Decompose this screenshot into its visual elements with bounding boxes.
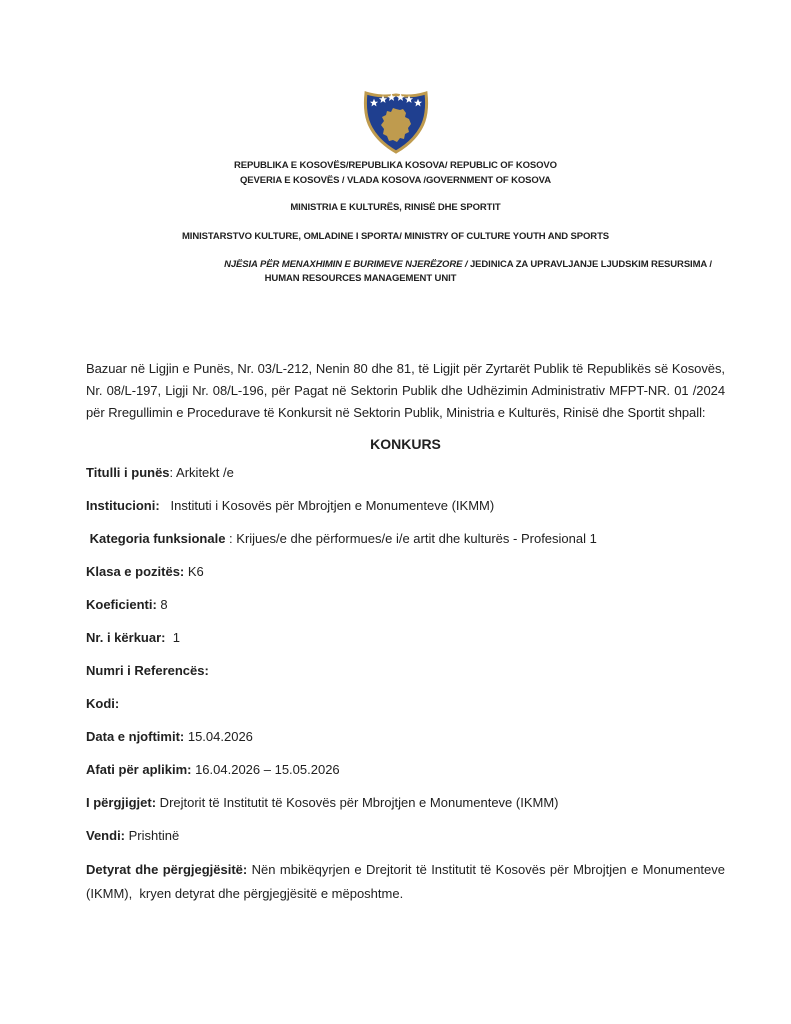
vacancy-fields — [86, 462, 725, 847]
field-functional-category: Kategoria funksionale : Krijues/e dhe përformues/e i/e artit dhe kulturës - Profesional 1 — [86, 531, 597, 546]
ministry-line-serbian-english: MINISTARSTVO KULTURE, OMLADINE I SPORTA/ MINISTRY OF CULTURE YOUTH AND SPORTS — [181, 231, 610, 242]
republic-line: REPUBLIKA E KOSOVËS/REPUBLIKA KOSOVA/ REPUBLIC OF KOSOVO — [234, 160, 557, 171]
document-title: KONKURS — [370, 436, 441, 452]
field-application-period: Afati për aplikim: 16.04.2026 – 15.05.2026 — [86, 762, 340, 777]
letterhead — [0, 0, 791, 286]
document-body — [0, 358, 791, 906]
duties-paragraph: Detyrat dhe përgjegjësitë: Nën mbikëqyrjen e Drejtorit të Institutit të Kosovës për Mbrojtjen e Monumenteve (IKMM), kryen detyrat dhe përgjegjësitë e mëposhtme. — [86, 862, 729, 901]
legal-basis-paragraph: Bazuar në Ligjin e Punës, Nr. 03/L-212, Nenin 80 dhe 81, të Ligjit për Zyrtarët Publik të Republikës së Kosovës, Nr. 08/L-197, Ligji Nr. 08/L-196, për Pagat në Sektorin Publik dhe Udhëzimin Administrativ MFPT-NR. 01 /2024 për Rregullimin e Procedurave të Konkursit në Sektorin Publik, Ministria e Kulturës, Rinisë dhe Sportit shpall: — [86, 361, 725, 420]
field-position-class: Klasa e pozitës: K6 — [86, 564, 204, 579]
government-line: QEVERIA E KOSOVËS / VLADA KOSOVA /GOVERNMENT OF KOSOVA — [240, 175, 551, 186]
field-reference-number: Numri i Referencës: — [86, 663, 209, 678]
field-coefficient: Koeficienti: 8 — [86, 597, 168, 612]
hr-unit-line1 — [0, 258, 791, 272]
field-location: Vendi: Prishtinë — [86, 828, 180, 843]
field-positions-requested: Nr. i kërkuar: 1 — [86, 630, 180, 645]
field-announcement-date: Data e njoftimit: 15.04.2026 — [86, 729, 253, 744]
field-job-title: Titulli i punës: Arkitekt /e — [86, 465, 234, 480]
hr-unit-block — [0, 258, 791, 286]
hr-unit-albanian: NJËSIA PËR MENAXHIMIN E BURIMEVE NJERËZORE / — [224, 259, 470, 270]
field-reports-to: I përgjigjet: Drejtorit të Institutit të Kosovës për Mbrojtjen e Monumenteve (IKMM) — [86, 795, 559, 810]
field-institution: Institucioni: Instituti i Kosovës për Mbrojtjen e Monumenteve (IKMM) — [86, 498, 495, 513]
field-code: Kodi: — [86, 696, 120, 711]
hr-unit-english: HUMAN RESOURCES MANAGEMENT UNIT — [264, 273, 457, 284]
hr-unit-serbian: JEDINICA ZA UPRAVLJANJE LJUDSKIM RESURSIMA / — [469, 259, 712, 270]
kosovo-coat-of-arms-icon — [360, 88, 432, 156]
ministry-line-albanian: MINISTRIA E KULTURËS, RINISË DHE SPORTIT — [290, 202, 501, 213]
